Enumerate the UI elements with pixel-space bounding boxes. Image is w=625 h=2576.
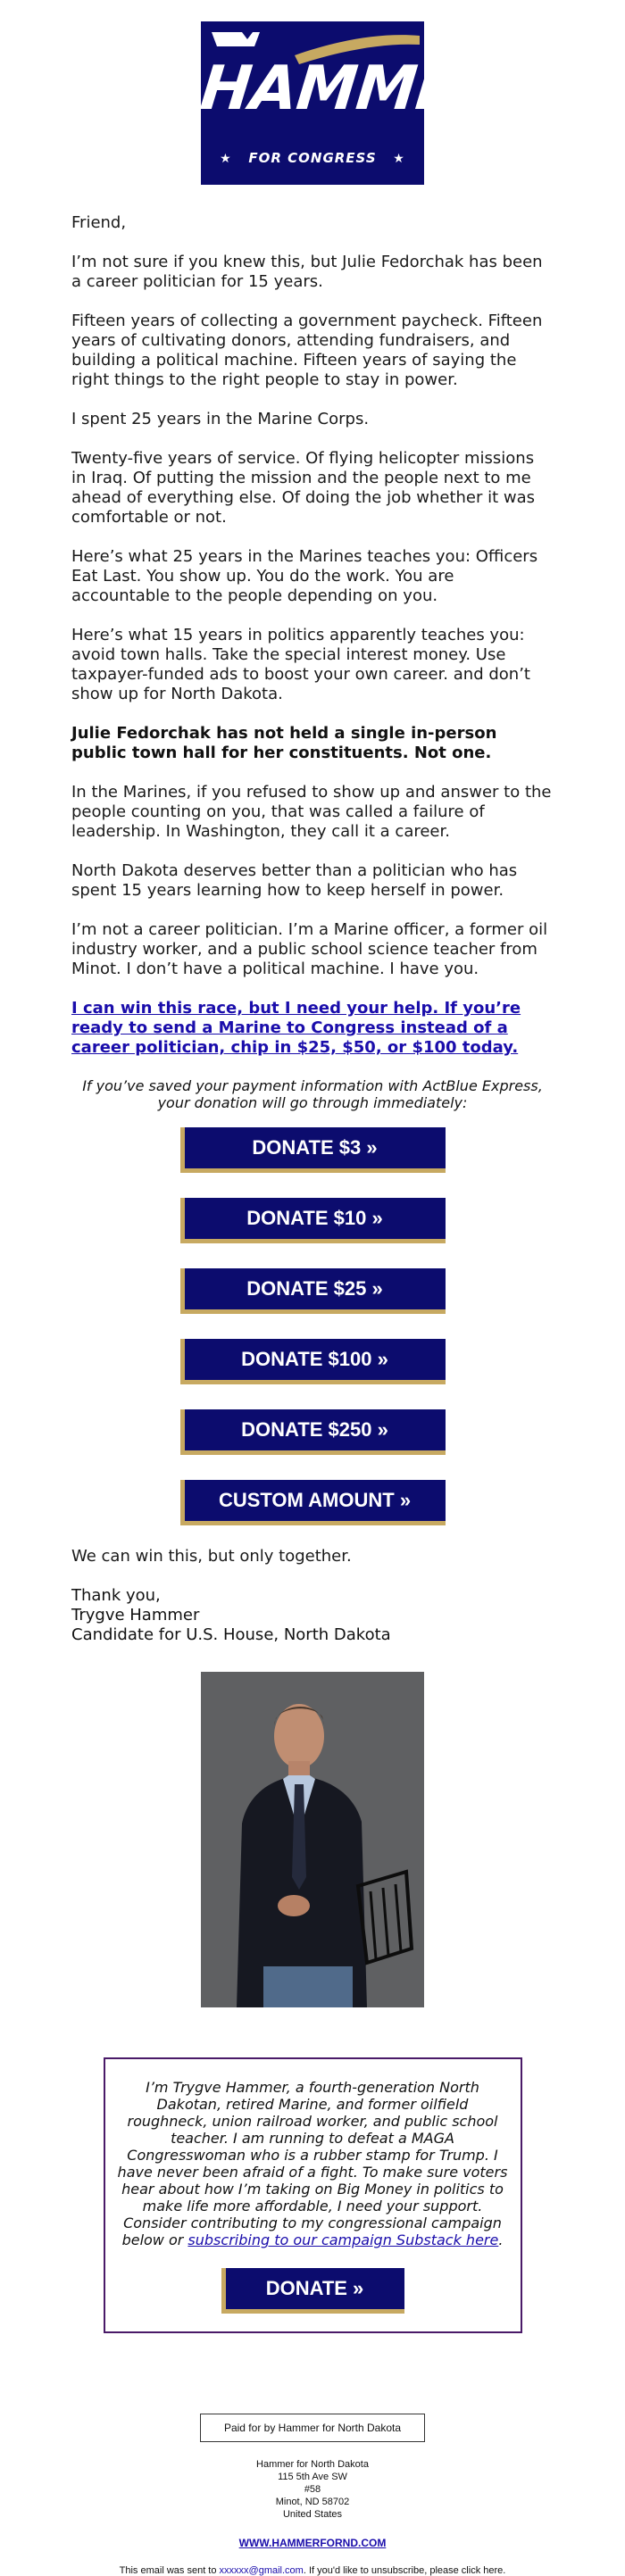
paid-for-disclaimer: Paid for by Hammer for North Dakota — [200, 2414, 425, 2442]
paragraph: In the Marines, if you refused to show up and answer to the people counting on you, that was called a failure of leadership. In Washington, they call it a career. — [71, 783, 552, 841]
candidate-photo-illustration — [201, 1672, 424, 2007]
donate-text-link[interactable]: I can win this race, but I need your help. If you’re ready to send a Marine to Congress instead of a career politician, chip in $25, $50, or $100 today. — [71, 999, 521, 1057]
donate-250-button[interactable]: DONATE $250 » — [180, 1409, 446, 1455]
paragraph: I’m not a career politician. I’m a Marine officer, a former oil industry worker, and a public school science teacher from Minot. I don’t have a political machine. I have you. — [71, 920, 548, 978]
candidate-photo — [201, 1672, 424, 2007]
bio-end: . — [498, 2231, 504, 2248]
donate-25-button[interactable]: DONATE $25 » — [180, 1268, 446, 1314]
address-line: Minot, ND 58702 — [275, 2497, 350, 2507]
substack-link[interactable]: subscribing to our campaign Substack here — [188, 2231, 499, 2248]
actblue-express-note: If you’ve saved your payment information with ActBlue Express, your donation will go through immediately: — [82, 1077, 543, 1111]
donate-10-button[interactable]: DONATE $10 » — [180, 1198, 446, 1243]
address-line: United States — [282, 2509, 343, 2520]
signoff-thanks: Thank you, — [71, 1586, 161, 1605]
donate-100-button[interactable]: DONATE $100 » — [180, 1339, 446, 1384]
campaign-logo — [196, 21, 506, 185]
bio-donate-button[interactable]: DONATE » — [221, 2268, 404, 2314]
candidate-bio-box — [104, 2057, 522, 2333]
logo-tagline-text: FOR CONGRESS — [248, 150, 377, 166]
logo-wordmark: HAMMER — [196, 54, 506, 124]
star-icon: ★ — [220, 152, 232, 166]
paragraph: Here’s what 15 years in politics apparently teaches you: avoid town halls. Take the special interest money. Use taxpayer-funded ads to boost your own career. and don’t show up for North Dakota. — [71, 626, 530, 703]
paragraph: Fifteen years of collecting a government paycheck. Fifteen years of cultivating donors, attending fundraisers, and building a political machine. Fifteen years of saying the right things to the right people to stay in power. — [71, 312, 543, 389]
website-link-row — [0, 2537, 625, 2549]
address-line: #58 — [304, 2484, 321, 2495]
paragraph: I’m not sure if you knew this, but Julie Fedorchak has been a career politician for 15 years. — [71, 253, 543, 291]
sent-prefix: This email was sent to — [119, 2565, 220, 2576]
email-body — [71, 213, 554, 1645]
address-line: 115 5th Ave SW — [278, 2472, 347, 2482]
bio-body: I’m Trygve Hammer, a fourth-generation North Dakotan, retired Marine, and former oilfield roughneck, union railroad worker, and public school teacher. I am running to defeat a MAGA Congresswoman who is a rubber stamp for Trump. I have never been afraid of a fight. To make sure voters hear about how I’m taking on Big Money in politics to make life more affordable, I need your support. Consider contributing to my congressional campaign below or — [117, 2079, 508, 2248]
paragraph: I spent 25 years in the Marine Corps. — [71, 410, 370, 428]
mailing-address — [0, 2458, 625, 2521]
donate-custom-amount-button[interactable]: CUSTOM AMOUNT » — [180, 1480, 446, 1525]
signoff-title: Candidate for U.S. House, North Dakota — [71, 1625, 391, 1644]
donate-3-button[interactable]: DONATE $3 » — [180, 1127, 446, 1173]
website-link[interactable]: WWW.HAMMERFORND.COM — [238, 2537, 387, 2549]
sent-suffix: . If you'd like to unsubscribe, please click here. — [303, 2565, 506, 2576]
paragraph: North Dakota deserves better than a politician who has spent 15 years learning how to keep herself in power. — [71, 861, 518, 900]
star-icon: ★ — [393, 152, 405, 166]
unsubscribe-line — [0, 2565, 625, 2576]
paragraph: Twenty-five years of service. Of flying helicopter missions in Iraq. Of putting the mission and the people next to me ahead of everything else. Of doing the job whether it was comfortable or not. — [71, 449, 536, 527]
address-line: Hammer for North Dakota — [256, 2459, 369, 2470]
greeting: Friend, — [71, 213, 127, 232]
bio-text — [118, 2079, 508, 2248]
hammer-head-icon — [212, 32, 260, 46]
signoff-name: Trygve Hammer — [71, 1606, 200, 1625]
logo-tagline — [201, 150, 424, 166]
donate-link-paragraph — [71, 999, 554, 1058]
recipient-email-link[interactable]: xxxxxx@gmail.com — [219, 2565, 304, 2576]
paragraph: Here’s what 25 years in the Marines teaches you: Officers Eat Last. You show up. You do the work. You are accountable to the people depending on you. — [71, 547, 538, 605]
closing-line: We can win this, but only together. — [71, 1547, 352, 1566]
bold-paragraph: Julie Fedorchak has not held a single in-person public town hall for her constituents. Not one. — [71, 724, 497, 762]
